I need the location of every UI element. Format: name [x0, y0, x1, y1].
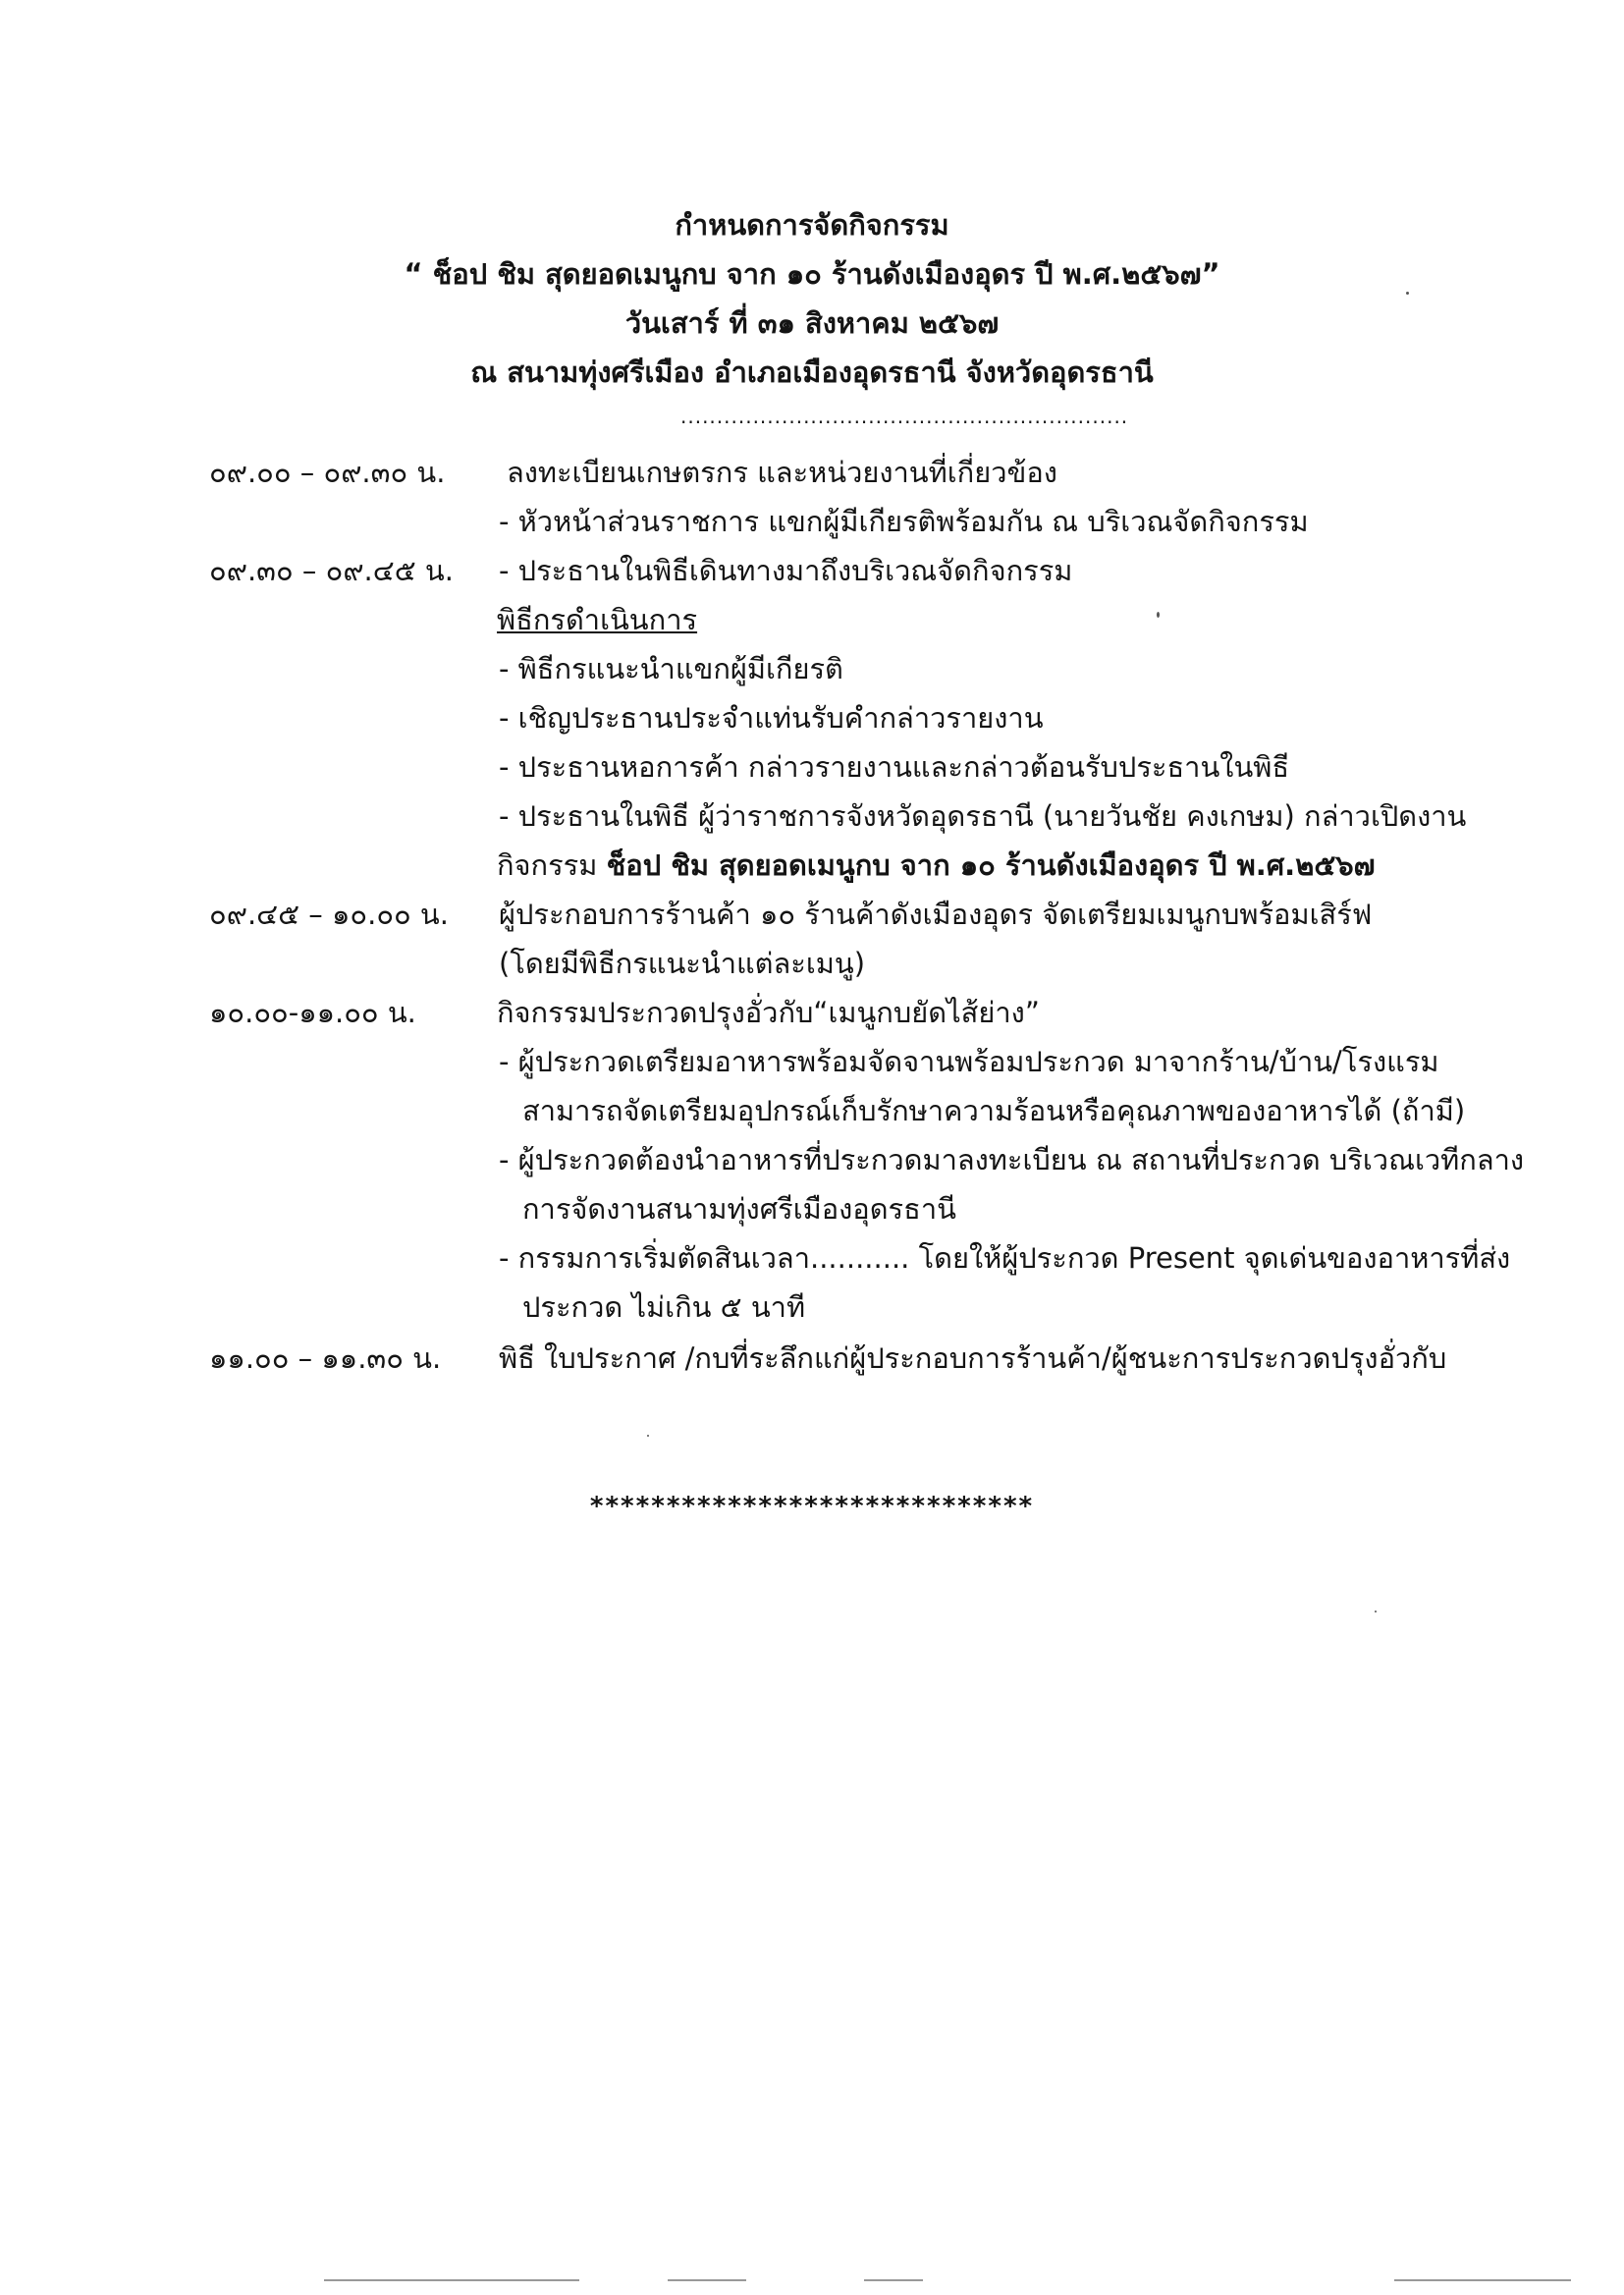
slot-2-line-7-bold: ช็อป ชิม สุดยอดเมนูกบ จาก ๑๐ ร้านดังเมืองอุดร ปี พ.ศ.๒๕๖๗	[606, 848, 1376, 882]
slot-4-line-5: การจัดงานสนามทุ่งศรีเมืองอุดรธานี	[522, 1192, 956, 1226]
slot-4-line-6: - กรรมการเริ่มตัดสินเวลา........... โดยให้ผู้ประกวด Present จุดเด่นของอาหารที่ส่ง	[499, 1241, 1511, 1275]
slot-2-line-4: - เชิญประธานประจำแท่นรับคำกล่าวรายงาน	[499, 701, 1044, 735]
scan-edge-noise	[324, 2279, 579, 2281]
time-slot-2: ๐๙.๓๐ – ๐๙.๔๕ น.	[209, 554, 454, 587]
scan-speck	[1375, 1611, 1377, 1612]
scan-edge-noise	[668, 2279, 746, 2281]
slot-2-subheading: พิธีกรดำเนินการ	[497, 603, 698, 636]
slot-2-line-5: - ประธานหอการค้า กล่าวรายงานและกล่าวต้อนรับประธานในพิธี	[499, 750, 1290, 784]
scan-edge-noise	[1394, 2279, 1571, 2281]
scan-speck	[1406, 292, 1409, 295]
event-date: วันเสาร์ ที่ ๓๑ สิงหาคม ๒๕๖๗	[624, 306, 1000, 340]
slot-1-line-1: ลงทะเบียนเกษตรกร และหน่วยงานที่เกี่ยวข้อง	[507, 456, 1057, 489]
event-venue: ณ สนามทุ่งศรีเมือง อำเภอเมืองอุดรธานี จังหวัดอุดรธานี	[470, 355, 1154, 389]
time-slot-4: ๑๐.๐๐-๑๑.๐๐ น.	[209, 996, 416, 1029]
separator-dots: ..............................................................	[680, 405, 1129, 428]
scan-speck	[647, 1435, 649, 1437]
slot-2-line-7-prefix: กิจกรรม	[497, 848, 607, 882]
slot-2-line-1: - ประธานในพิธีเดินทางมาถึงบริเวณจัดกิจกรรม	[499, 554, 1073, 587]
slot-3-line-1: ผู้ประกอบการร้านค้า ๑๐ ร้านค้าดังเมืองอุดร จัดเตรียมเมนูกบพร้อมเสิร์ฟ	[499, 898, 1373, 931]
slot-4-line-1: กิจกรรมประกวดปรุงอั่วกับ“เมนูกบยัดไส้ย่าง”	[497, 996, 1040, 1029]
document-title: กำหนดการจัดกิจกรรม	[675, 208, 949, 242]
end-marker: *****************************	[589, 1492, 1035, 1521]
slot-2-line-6: - ประธานในพิธี ผู้ว่าราชการจังหวัดอุดรธานี (นายวันชัย คงเกษม) กล่าวเปิดงาน	[499, 799, 1467, 833]
time-slot-5: ๑๑.๐๐ – ๑๑.๓๐ น.	[209, 1341, 442, 1375]
slot-2-line-3: - พิธีกรแนะนำแขกผู้มีเกียรติ	[499, 652, 843, 685]
slot-1-line-2: - หัวหน้าส่วนราชการ แขกผู้มีเกียรติพร้อมกัน ณ บริเวณจัดกิจกรรม	[499, 505, 1309, 538]
slot-4-line-4: - ผู้ประกวดต้องนำอาหารที่ประกวดมาลงทะเบียน ณ สถานที่ประกวด บริเวณเวทีกลาง	[499, 1143, 1525, 1176]
slot-4-line-3: สามารถจัดเตรียมอุปกรณ์เก็บรักษาความร้อนหรือคุณภาพของอาหารได้ (ถ้ามี)	[522, 1094, 1466, 1127]
slot-5-line-1: พิธี ใบประกาศ /กบที่ระลึกแก่ผู้ประกอบการร้านค้า/ผู้ชนะการประกวดปรุงอั่วกับ	[499, 1341, 1447, 1375]
slot-4-line-7: ประกวด ไม่เกิน ๕ นาที	[522, 1290, 806, 1324]
slot-3-line-2: (โดยมีพิธีกรแนะนำแต่ละเมนู)	[499, 947, 866, 980]
time-slot-3: ๐๙.๔๕ – ๑๐.๐๐ น.	[209, 898, 449, 931]
time-slot-1: ๐๙.๐๐ – ๐๙.๓๐ น.	[209, 456, 446, 489]
slot-2-line-7	[497, 843, 1375, 888]
scan-speck	[1157, 612, 1160, 618]
slot-4-line-2: - ผู้ประกวดเตรียมอาหารพร้อมจัดจานพร้อมประกวด มาจากร้าน/บ้าน/โรงแรม	[499, 1045, 1439, 1078]
scan-edge-noise	[864, 2279, 923, 2281]
event-name: “ ช็อป ชิม สุดยอดเมนูกบ จาก ๑๐ ร้านดังเมืองอุดร ปี พ.ศ.๒๕๖๗”	[404, 257, 1220, 291]
